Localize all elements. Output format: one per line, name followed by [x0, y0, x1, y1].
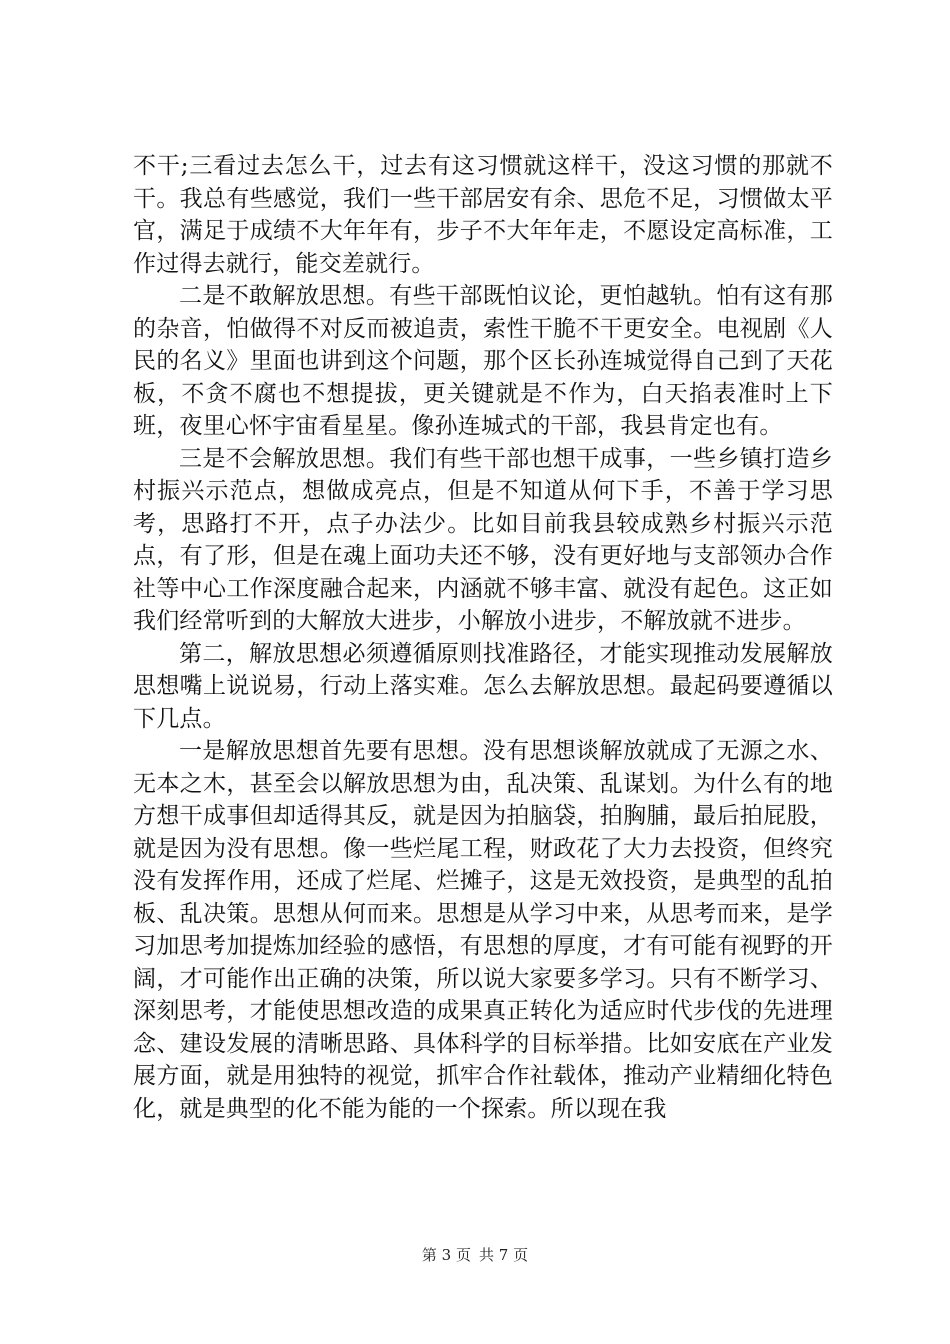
page-total: 共 7 页 — [479, 1246, 529, 1264]
paragraph-point-one: 一是解放思想首先要有思想。没有思想谈解放就成了无源之水、无本之木，甚至会以解放思想为由，乱决策、乱谋划。为什么有的地方想干成事但却适得其反，就是因为拍脑袋，拍胸脯，最后拍屁股，就是因为没有思想。像一些烂尾工程，财政花了大力去投资，但终究没有发挥作用，还成了烂尾、烂摊子，这是无效投资，是典型的乱拍板、乱决策。思想从何而来。思想是从学习中来，从思考而来，是学习加思考加提炼加经验的感悟，有思想的厚度，才有可能有视野的开阔，才可能作出正确的决策，所以说大家要多学习。只有不断学习、深刻思考，才能使思想改造的成果真正转化为适应时代步伐的先进理念、建设发展的清晰思路、具体科学的目标举措。比如安底在产业发展方面，就是用独特的视觉，抓牢合作社载体，推动产业精细化特色化，就是典型的化不能为能的一个探索。所以现在我 — [133, 738, 833, 1122]
paragraph-point-two: 二是不敢解放思想。有些干部既怕议论，更怕越轨。怕有这有那的杂音，怕做得不对反而被追责，索性干脆不干更安全。电视剧《人民的名义》里面也讲到这个问题，那个区长孙连城觉得自己到了天花板，不贪不腐也不想提拔，更关键就是不作为，白天掐表准时上下班，夜里心怀宇宙看星星。像孙连城式的干部，我县肯定也有。 — [133, 283, 833, 439]
document-body — [133, 150, 833, 1125]
page-footer — [0, 1245, 950, 1265]
paragraph-point-three: 三是不会解放思想。我们有些干部也想干成事，一些乡镇打造乡村振兴示范点，想做成亮点，但是不知道从何下手，不善于学习思考，思路打不开，点子办法少。比如目前我县较成熟乡村振兴示范点，有了形，但是在魂上面功夫还不够，没有更好地与支部领办合作社等中心工作深度融合起来，内涵就不够丰富、就没有起色。这正如我们经常听到的大解放大进步，小解放小进步，不解放就不进步。 — [133, 445, 833, 634]
paragraph-continued: 不干;三看过去怎么干，过去有这习惯就这样干，没这习惯的那就不干。我总有些感觉，我们一些干部居安有余、思危不足，习惯做太平官，满足于成绩不大年年有，步子不大年年走，不愿设定高标准，工作过得去就行，能交差就行。 — [133, 153, 833, 277]
paragraph-section-two: 第二，解放思想必须遵循原则找准路径，才能实现推动发展解放思想嘴上说说易，行动上落实难。怎么去解放思想。最起码要遵循以下几点。 — [133, 640, 833, 732]
page-number: 第 3 页 — [421, 1246, 471, 1264]
